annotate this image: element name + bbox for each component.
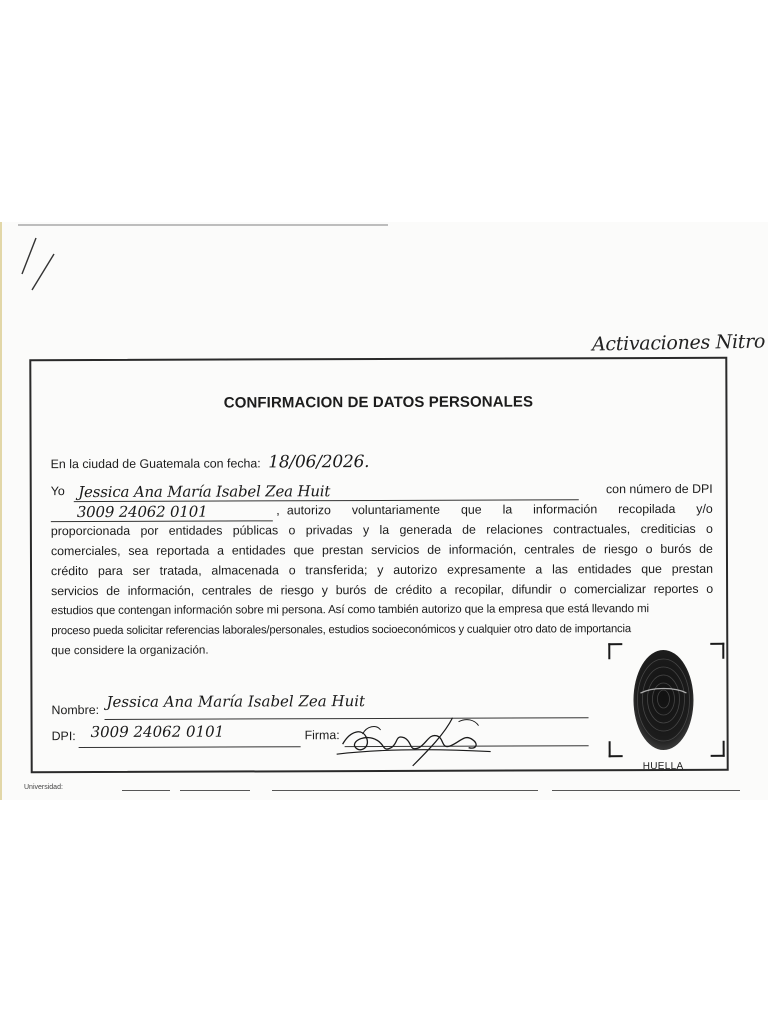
universidad-label: Universidad: — [24, 784, 63, 791]
consent-form — [29, 357, 728, 773]
yo-label: Yo — [50, 484, 65, 499]
pen-stroke-marks — [14, 234, 64, 294]
consent-text-line-8: proceso pueda solicitar referencias laborales/personales, estudios socioeconómicos y cualquier otro dato de importancia — [51, 623, 631, 638]
fingerprint-image — [628, 647, 698, 753]
consent-text-line-9: que considere la organización. — [51, 643, 209, 658]
dpi-handwritten: 3009 24062 0101 — [76, 502, 208, 522]
footer-line-4 — [552, 790, 740, 791]
dpi-number-label: con número de DPI — [605, 481, 713, 497]
footer-line-2 — [180, 790, 250, 791]
consent-text-line-7: estudios que contengan información sobre mi persona. Así como también autorizo que la empresa que está llevando mi — [51, 602, 649, 618]
nombre-label: Nombre: — [51, 702, 100, 718]
dpi-label: DPI: — [51, 729, 76, 744]
form-body — [50, 451, 714, 658]
form-title: CONFIRMACION DE DATOS PERSONALES — [223, 393, 534, 412]
consent-text-line-6: servicios de información, centrales de riesgo y burós de crédito a recopilar, difundir o comercializar reportes o — [51, 581, 714, 599]
consent-text-line-3: proporcionada por entidades públicas o privadas y la generada de relaciones contractuales, crediticias o — [50, 521, 713, 539]
huella-label: HUELLA — [642, 760, 684, 773]
scan-artifact-line — [18, 224, 388, 226]
consent-text-line-4: comerciales, sea reportada a entidades que prestan servicios de información, centrales de riesgo o burós de — [50, 541, 713, 559]
dpi-line: 3009 24062 0101 , autorizo voluntariamente que la información recopilada y/o — [51, 499, 713, 522]
date-value: 18/06/2026. — [268, 452, 370, 473]
consent-text-line-5: crédito para ser tratada, almacenada o transferida; y autorizo expresamente a las entidades que prestan — [50, 561, 714, 579]
firma-label: Firma: — [304, 728, 340, 743]
footer-line-1 — [122, 790, 170, 791]
dpi-underline — [51, 500, 273, 522]
footer-line-3 — [272, 790, 538, 791]
dpi-field-handwritten: 3009 24062 0101 — [90, 722, 225, 742]
name-handwritten: Jessica Ana María Isabel Zea Huit — [78, 482, 331, 502]
handwritten-annotation: Activaciones Nitro — [591, 330, 766, 356]
consent-text-line-2: autorizo voluntariamente que la información recopilada y/o — [286, 501, 713, 518]
sheet-edge — [0, 222, 2, 800]
fingerprint-frame — [608, 643, 724, 757]
city-label: En la ciudad de Guatemala con fecha: — [50, 456, 261, 472]
date-line — [51, 451, 713, 474]
dpi-field-underline — [79, 746, 301, 748]
nombre-handwritten: Jessica Ana María Isabel Zea Huit — [106, 692, 366, 711]
signature-image — [332, 704, 502, 771]
